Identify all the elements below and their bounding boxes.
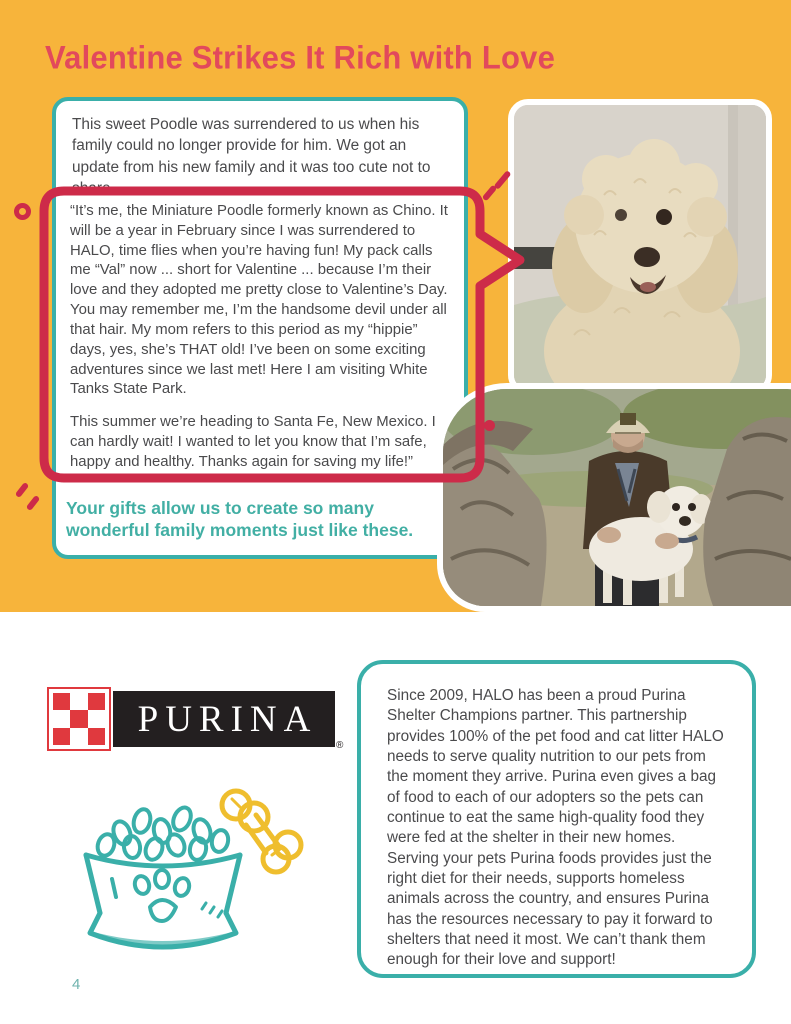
accent-dot-icon	[484, 420, 495, 431]
page-title: Valentine Strikes It Rich with Love	[45, 39, 556, 76]
page-number: 4	[72, 976, 81, 993]
story-intro-text: This sweet Poodle was surrendered to us when his family could no longer provide for him. We got an update from his new family and it was too cute not to share.	[72, 116, 431, 197]
dog-toy-icon	[222, 791, 301, 872]
food-bowl-icon	[86, 805, 240, 947]
quote-paragraph-2: This summer we’re heading to Santa Fe, New Mexico. I can hardly wait! I wanted to let you know that I’m safe, happy and healthy. Thanks again for saving my life!”	[70, 414, 436, 470]
dog-quote-text	[70, 202, 456, 486]
purina-wordmark: PURINA	[113, 691, 335, 747]
family-photo	[437, 383, 791, 612]
poodle-photo	[508, 99, 772, 395]
food-bowl-and-toy-icon	[50, 775, 305, 965]
quote-paragraph-1: “It’s me, the Miniature Poodle formerly known as Chino. It will be a year in February since I was surrendered to HALO, time flies when you’re having fun! My pack calls me “Val” now ... short for Valentine ... because I’m their love and they adopted me pretty close to Valentine’s Day. You may remember me, I’m the handsome devil under all that hair. My mom refers to this period as my “hippie” days, yes, she’s THAT old! I’ve been on some exciting adventures since we last met! Here I am visiting White Tanks State Park.	[70, 203, 448, 398]
purina-logo	[47, 687, 343, 751]
paw-print-icon	[133, 870, 191, 921]
family-photo-illustration	[443, 389, 791, 606]
pet-food-bowl-illustration	[50, 775, 305, 970]
donation-callout-text: Your gifts allow us to create so many wonderful family moments just like these.	[66, 498, 414, 541]
registered-trademark-symbol: ®	[336, 740, 344, 751]
poodle-photo-illustration	[514, 105, 766, 389]
purina-text-box	[357, 660, 756, 978]
purina-checkerboard-icon	[47, 687, 111, 751]
purina-body-text: Since 2009, HALO has been a proud Purina Shelter Champions partner. This partnership provides 100% of the pet food and cat litter HALO needs to serve quality nutrition to our pets from the moment they arrive. Purina even gives a bag of food to each of our adopters so the pets can continue to eat the same high-quality food they were fed at the shelter in their new homes. Serving your pets Purina foods provides just the right diet for their needs, supports homeless animals across the country, and ensures Purina has the resources necessary to pay it forward to shelters that need it most. We can’t thank them enough for their love and support!	[387, 687, 724, 969]
accent-ring-icon	[14, 203, 31, 220]
